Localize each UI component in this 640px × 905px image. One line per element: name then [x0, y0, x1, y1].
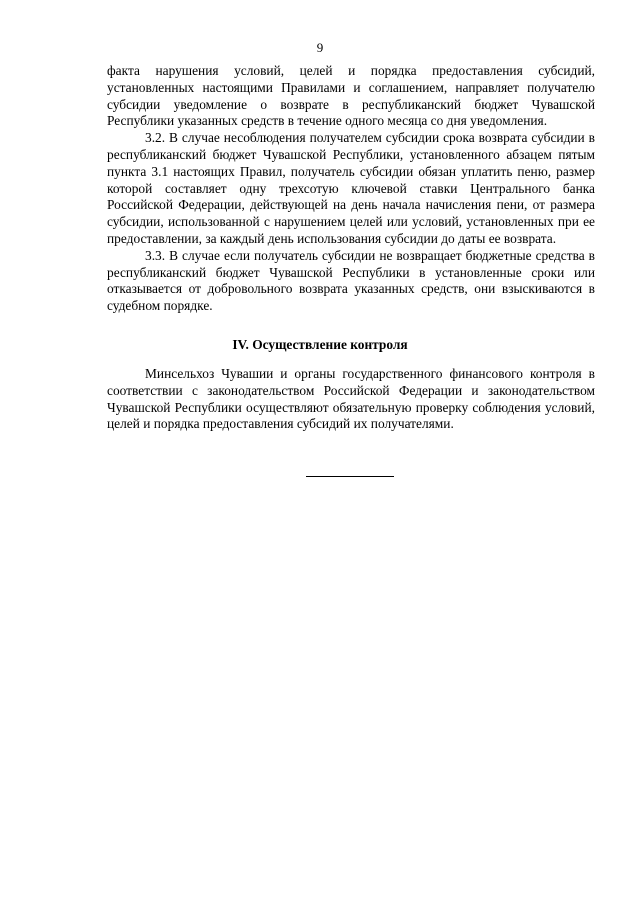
section-heading: IV. Осуществление контроля [232, 337, 408, 352]
paragraph-continuation: факта нарушения условий, целей и порядка предоставления субсидий, установленных настоящими Правилами и соглашением, направляет получателю субсидии уведомление о возврате в республиканский бюджет Чувашской Республики указанных средств в течение одного месяца со дня уведомления. [107, 63, 595, 129]
end-divider-line [306, 476, 394, 477]
paragraph-control: Минсельхоз Чувашии и органы государственного финансового контроля в соответствии с законодательством Российской Федерации и законодательством Чувашской Республики осуществляют обязательную проверку соблюдения условий, целей и порядка предоставления субсидий их получателями. [107, 366, 595, 432]
section-three-text [107, 63, 595, 315]
page-number: 9 [316, 40, 324, 55]
paragraph-3-3: 3.3. В случае если получатель субсидии не возвращает бюджетные средства в республиканский бюджет Чувашской Республики в установленные сроки или отказывается от добровольного возврата указанных средств, они взыскиваются в судебном порядке. [107, 247, 595, 314]
section-four-text [107, 366, 595, 433]
paragraph-3-2: 3.2. В случае несоблюдения получателем субсидии срока возврата субсидии в республиканский бюджет Чувашской Республики, установленного абзацем пятым пункта 3.1 настоящих Правил, получатель субсидии обязан уплатить пеню, размер которой составляет одну трехсотую ключевой ставки Центрального банка Российской Федерации, действующей на день начала начисления пени, от размера субсидии, использованной с нарушением целей или условий, установленных при ее предоставлении, за каждый день использования субсидии до даты ее возврата. [107, 130, 595, 246]
